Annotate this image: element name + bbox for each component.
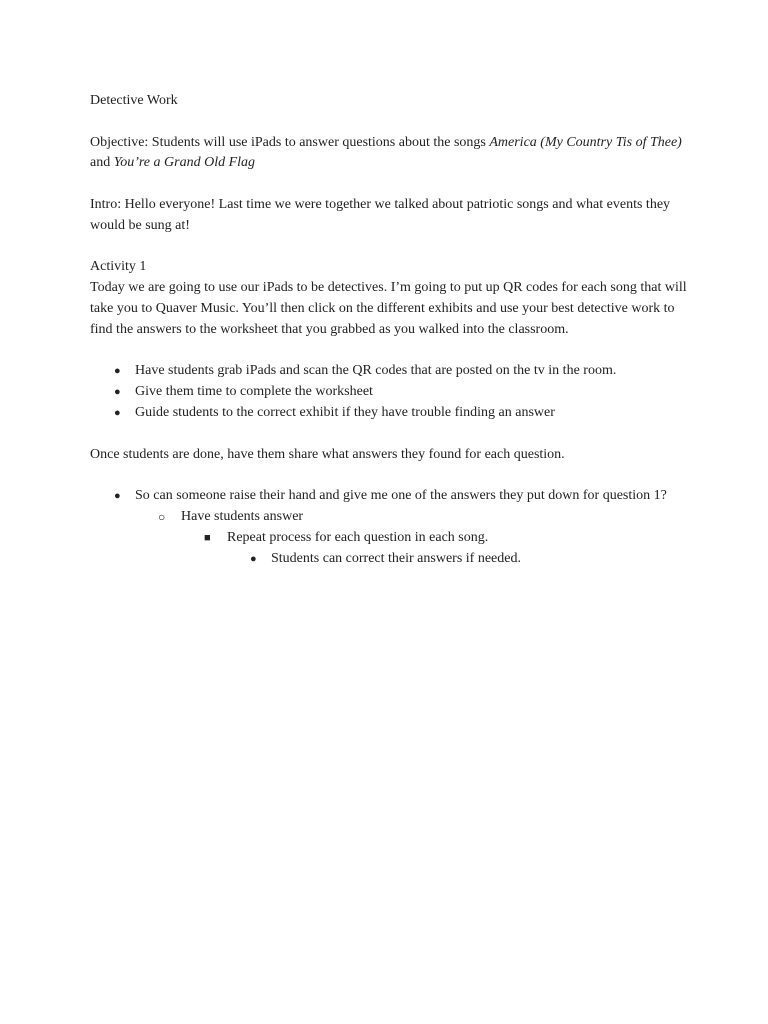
objective-conjunction: and [90, 155, 114, 171]
activity-steps-list [90, 361, 690, 423]
bullet-dot-icon: ● [114, 365, 121, 378]
discussion-subsubsublist [90, 549, 690, 570]
subitem-text: Have students answer [181, 508, 304, 524]
intro-paragraph: Intro: Hello everyone! Last time we were together we talked about patriotic songs and what events they would be sung at! [90, 196, 671, 233]
list-item [114, 486, 690, 507]
discussion-sublist [90, 507, 690, 528]
step-text: Have students grab iPads and scan the QR codes that are posted on the tv in the room. [135, 363, 617, 379]
activity-body: Today we are going to use our iPads to be detectives. I’m going to put up QR codes for each song that will take you to Quaver Music. You’ll then click on the different exhibits and use your best detective work to find the answers to the worksheet that you grabbed as you walked into the classroom. [90, 280, 687, 337]
question-prompt-text: So can someone raise their hand and give me one of the answers they put down for question 1? [135, 488, 667, 504]
bullet-dot-icon: ● [114, 406, 121, 419]
bullet-dot-icon: ● [114, 386, 121, 399]
bullet-square-icon: ■ [204, 531, 211, 544]
list-item [158, 507, 690, 528]
step-text: Give them time to complete the worksheet [135, 384, 373, 400]
list-item [250, 549, 690, 570]
step-text: Guide students to the correct exhibit if they have trouble finding an answer [135, 404, 555, 420]
song-title-america: America (My Country Tis of Thee) [489, 134, 682, 150]
subitem-text: Students can correct their answers if needed. [271, 550, 521, 566]
subitem-text: Repeat process for each question in each song. [227, 529, 489, 545]
objective-paragraph [90, 133, 690, 175]
list-item [204, 528, 690, 549]
discussion-subsublist [90, 528, 690, 549]
list-item [114, 361, 690, 382]
activity-heading: Activity 1 [90, 259, 147, 275]
song-title-grand-old-flag: You’re a Grand Old Flag [113, 155, 256, 171]
bullet-dot-icon: ● [114, 490, 121, 503]
bullet-dot-icon: ● [250, 552, 257, 565]
discussion-list [90, 486, 690, 507]
list-item [114, 403, 690, 424]
objective-prefix: Objective: Students will use iPads to answer questions about the songs [90, 134, 490, 150]
followup-paragraph: Once students are done, have them share what answers they found for each question. [90, 446, 565, 462]
bullet-circle-icon: ○ [158, 509, 166, 524]
list-item [114, 382, 690, 403]
document-title: Detective Work [90, 93, 178, 108]
document-page [90, 91, 690, 569]
